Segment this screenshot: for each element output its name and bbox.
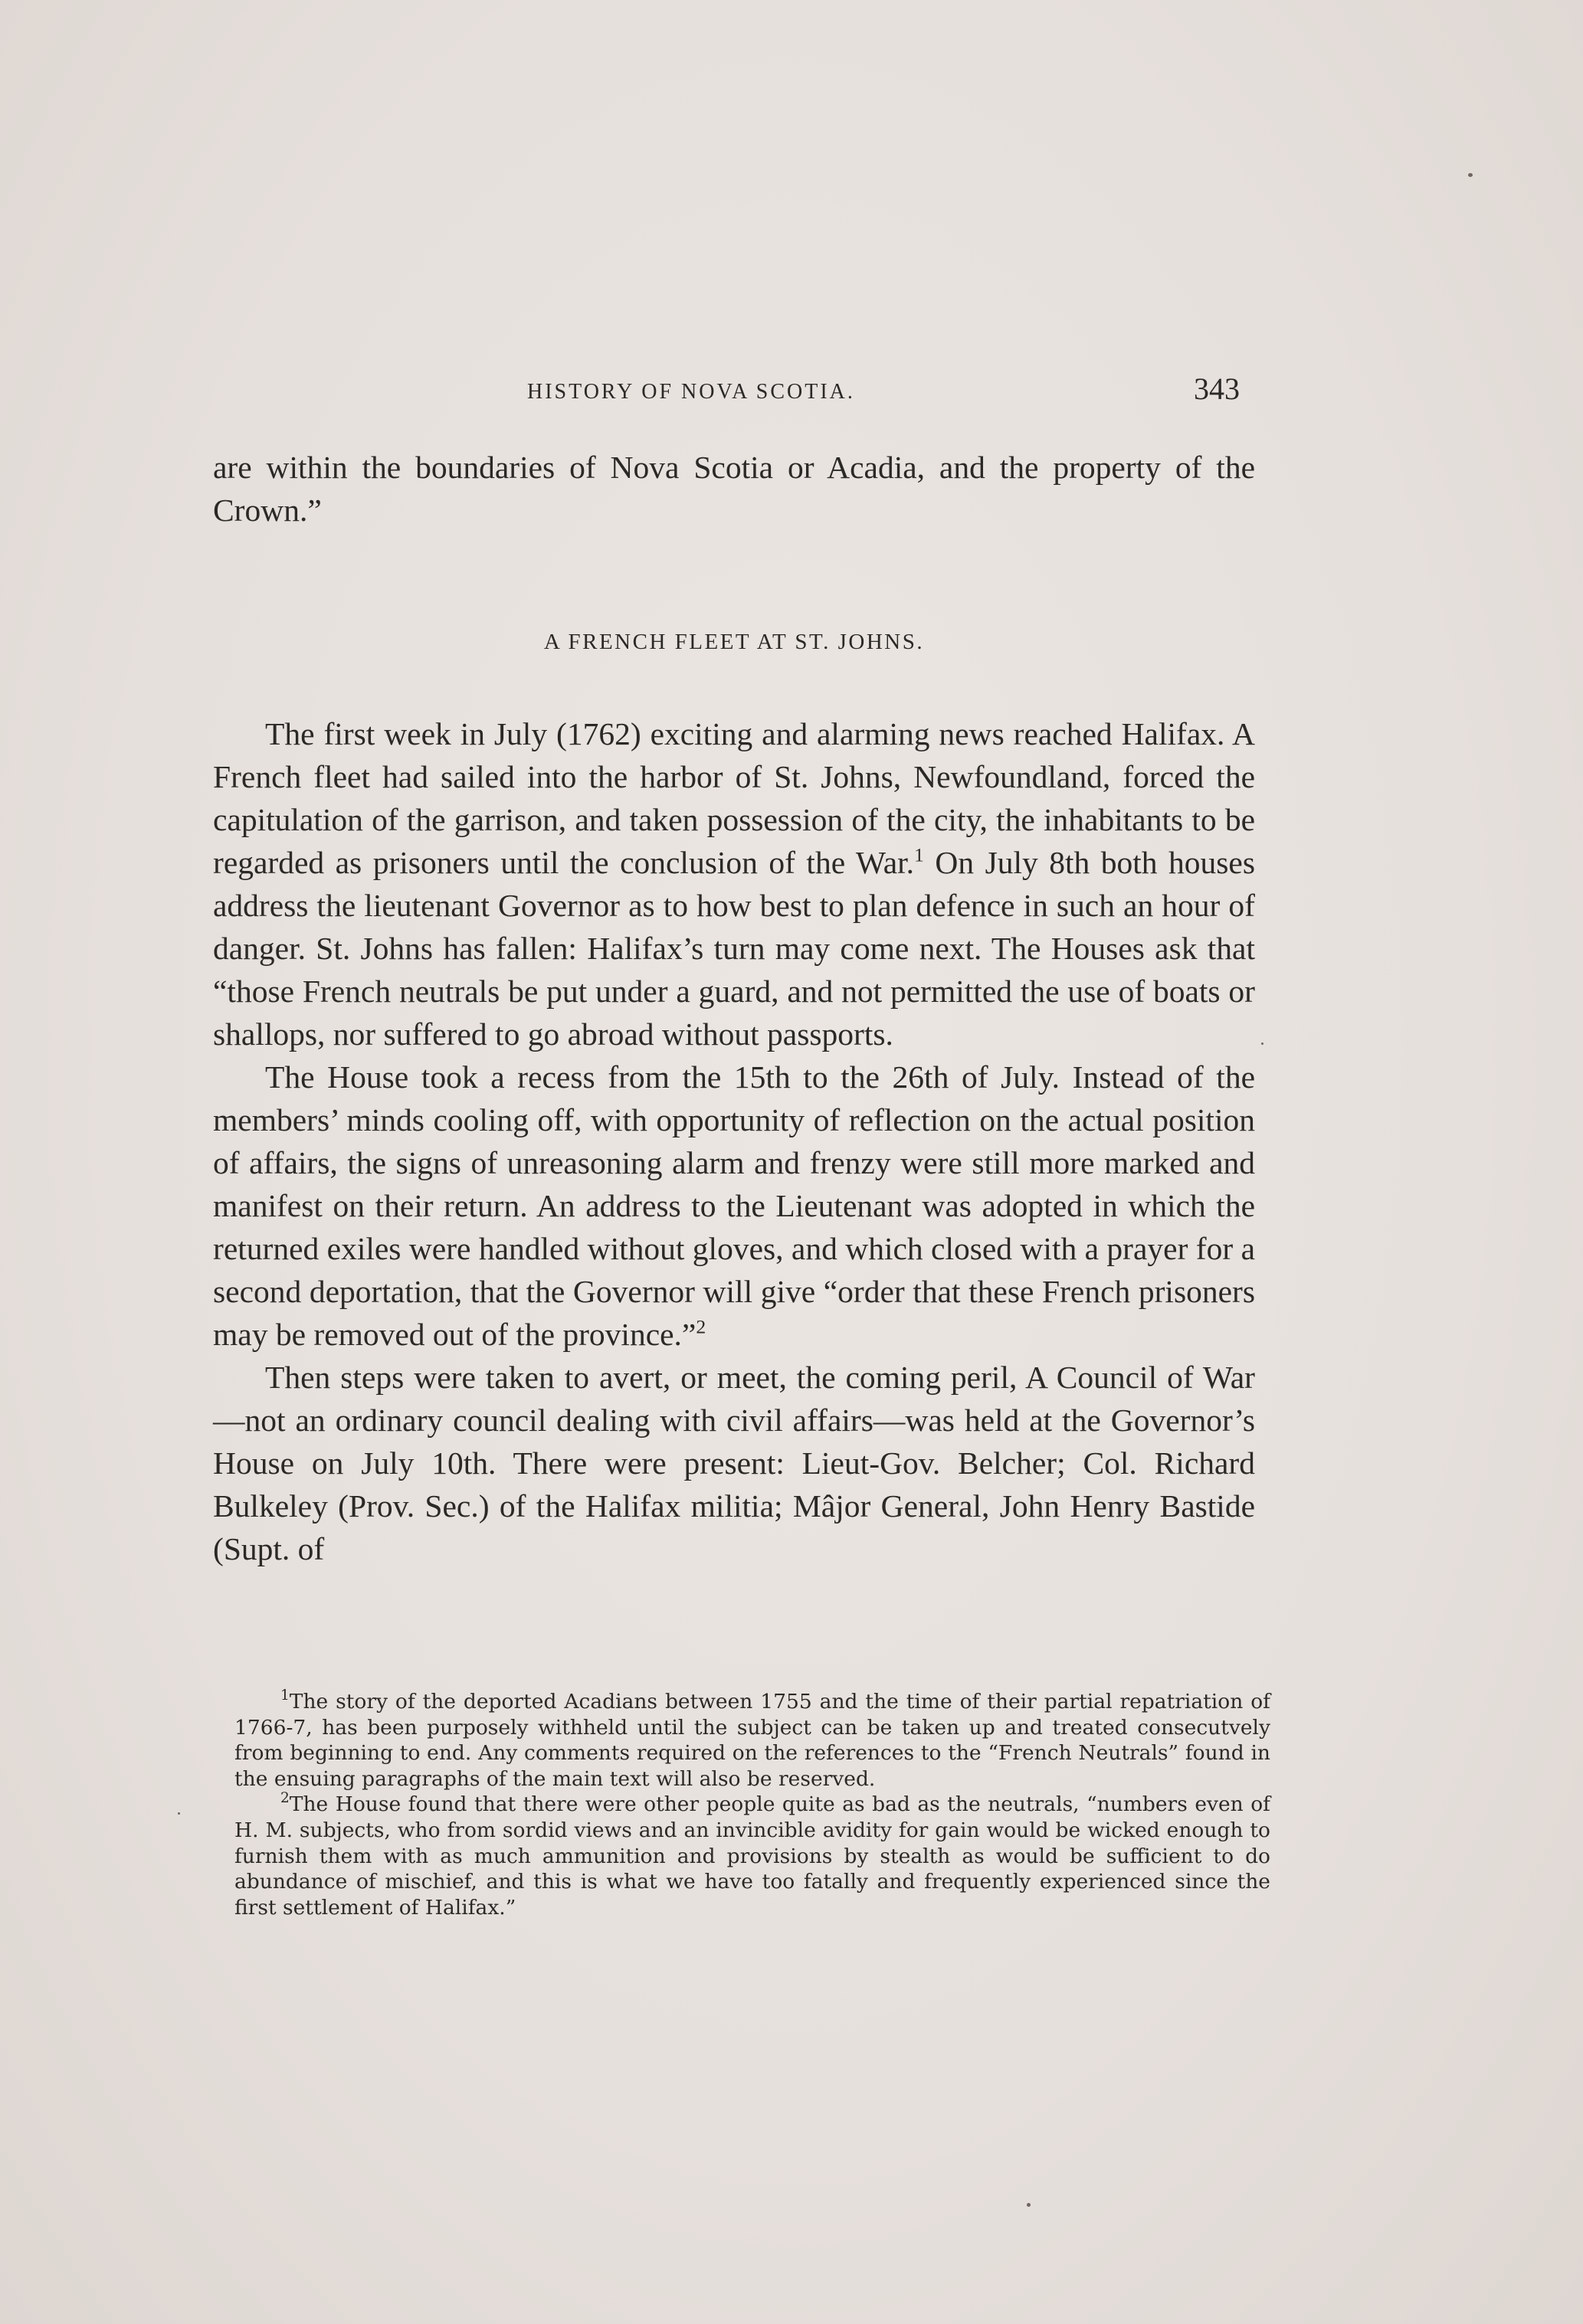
footnote-reference: 2 (696, 1315, 706, 1338)
running-head: HISTORY OF NOVA SCOTIA. (527, 380, 855, 404)
paper-speck (1261, 1043, 1263, 1045)
footnote (234, 1792, 1270, 1920)
footnote-text: The story of the deported Acadians between 1755 and the time of their partial repatriation of 1766-7, has been purposely withheld until the subject can be taken up and treated consecutvely from beginning to end. Any comments required on the references to the “French Neutrals” found in the ensuing paragraphs of the main text will also be reserved. (234, 1690, 1270, 1791)
paragraph-continuation: are within the boundaries of Nova Scotia or Acadia, and the property of the Crown.” (213, 450, 1255, 528)
paragraph-house-recess (213, 1056, 1255, 1356)
paragraph-french-fleet (213, 712, 1255, 1056)
paper-speck (178, 1812, 180, 1815)
paragraph-text: The first week in July (1762) exciting and alarming news reached Halifax. A French fleet had sailed into the harbor of St. Johns, Newfoundland, forced the capitulation of the garrison, and taken possession of the city, the inhabitants to be regarded as prisoners until the conclusion of the War. (213, 716, 1255, 880)
main-text (213, 446, 1255, 1570)
footnote (234, 1689, 1270, 1792)
paper-speck (1027, 2203, 1031, 2207)
footnote-reference: 1 (914, 843, 924, 866)
paragraph-council-of-war: Then steps were taken to avert, or meet, the coming peril, A Council of War—not an ordinary council dealing with civil affairs—was held at the Governor’s House on July 10th. There were present: Lieut-Gov. Belcher; Col. Richard Bulkeley (Prov. Sec.) of the Halifax militia; Mâjor General, John Henry Bastide (Supt. of (213, 1360, 1255, 1566)
paragraph-text: On July 8th both houses address the lieutenant Governor as to how best to plan defence in such an hour of danger. St. Johns has fallen: Halifax’s turn may come next. The Houses ask that “those French neutrals be put under a guard, and not permitted the use of boats or shallops, nor suffered to go abroad without passports. (213, 845, 1255, 1052)
paragraph-text: The House took a recess from the 15th to the 26th of July. Instead of the members’ minds cooling off, with opportunity of reflection on the actual position of affairs, the signs of unreasoning alarm and frenzy were still more marked and manifest on their return. An address to the Lieutenant was adopted in which the returned exiles were handled without gloves, and which closed with a prayer for a second deportation, that the Governor will give “order that these French prisoners may be removed out of the province.” (213, 1059, 1255, 1352)
footnote-text: The House found that there were other people quite as bad as the neutrals, “numbers even of H. M. subjects, who from sordid views and an invincible avidity for gain would be wicked enough to furnish them with as much ammunition and provisions by stealth as would be sufficient to do abundance of mischief, and this is what we have too fatally and frequently experienced since the first settlement of Halifax.” (234, 1792, 1270, 1920)
footnote-marker: 2 (280, 1790, 290, 1807)
section-heading: A FRENCH FLEET AT ST. JOHNS. (543, 630, 925, 654)
page-header (213, 371, 1240, 417)
paper-speck (1468, 173, 1473, 177)
footnotes (234, 1689, 1270, 1920)
page-number: 343 (1194, 372, 1240, 406)
footnote-marker: 1 (280, 1687, 290, 1704)
